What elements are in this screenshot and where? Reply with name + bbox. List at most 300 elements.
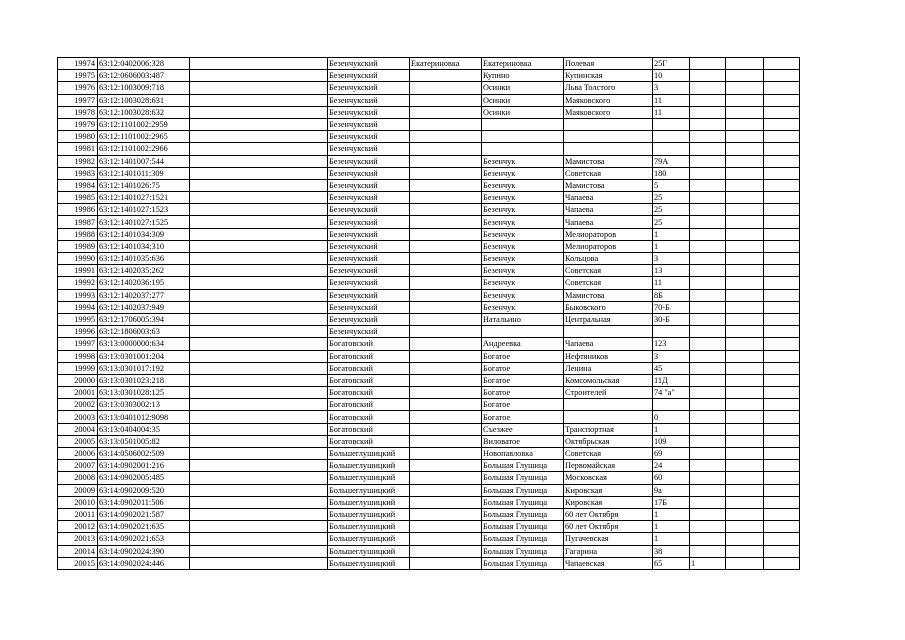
cell-row-number: 20001 xyxy=(58,387,98,399)
cell-extra-column-2 xyxy=(726,265,764,277)
cell-extra-column-2 xyxy=(726,362,764,374)
cell-locality: Екатериновка xyxy=(410,58,482,70)
cell-locality xyxy=(410,533,482,545)
cell-blank-column xyxy=(190,448,328,460)
cell-extra-column-3 xyxy=(764,326,800,338)
cell-settlement: Виловатое xyxy=(482,435,564,447)
cell-settlement: Безенчук xyxy=(482,179,564,191)
cell-district: Богатовский xyxy=(328,362,410,374)
cell-extra-column-1 xyxy=(690,496,726,508)
cell-extra-column-3 xyxy=(764,301,800,313)
cell-extra-column-1 xyxy=(690,240,726,252)
cell-locality xyxy=(410,362,482,374)
cell-cadastral-number: 63:12:0606003:487 xyxy=(98,70,190,82)
cell-cadastral-number: 63:14:0902009:520 xyxy=(98,484,190,496)
cell-blank-column xyxy=(190,58,328,70)
cell-blank-column xyxy=(190,313,328,325)
cell-row-number: 19981 xyxy=(58,143,98,155)
cell-street xyxy=(564,118,653,130)
cell-locality xyxy=(410,521,482,533)
cell-blank-column xyxy=(190,240,328,252)
cell-extra-column-3 xyxy=(764,545,800,557)
cell-row-number: 20010 xyxy=(58,496,98,508)
cell-extra-column-2 xyxy=(726,204,764,216)
cell-extra-column-1 xyxy=(690,131,726,143)
cell-cadastral-number: 63:12:1401034:309 xyxy=(98,228,190,240)
cell-settlement: Безенчук xyxy=(482,277,564,289)
cell-street: Полевая xyxy=(564,58,653,70)
cell-extra-column-2 xyxy=(726,192,764,204)
cell-extra-column-1 xyxy=(690,58,726,70)
table-row xyxy=(58,496,800,508)
cell-row-number: 19995 xyxy=(58,313,98,325)
cell-extra-column-1 xyxy=(690,155,726,167)
cell-extra-column-2 xyxy=(726,326,764,338)
cell-extra-column-2 xyxy=(726,179,764,191)
cell-street: Первомайская xyxy=(564,460,653,472)
cell-blank-column xyxy=(190,167,328,179)
table-row xyxy=(58,192,800,204)
table-row xyxy=(58,240,800,252)
cell-locality xyxy=(410,228,482,240)
cell-row-number: 20015 xyxy=(58,557,98,569)
cell-settlement: Большая Глушица xyxy=(482,460,564,472)
cell-row-number: 19993 xyxy=(58,289,98,301)
cell-house-number: 1 xyxy=(653,228,690,240)
cell-house-number: 25 xyxy=(653,216,690,228)
cell-row-number: 19999 xyxy=(58,362,98,374)
table-row xyxy=(58,204,800,216)
cell-cadastral-number: 63:13:0000000:634 xyxy=(98,338,190,350)
cell-extra-column-1 xyxy=(690,313,726,325)
cell-district: Безенчукский xyxy=(328,313,410,325)
cell-settlement: Безенчук xyxy=(482,216,564,228)
cell-extra-column-3 xyxy=(764,557,800,569)
cell-row-number: 19980 xyxy=(58,131,98,143)
cell-street xyxy=(564,411,653,423)
cell-extra-column-3 xyxy=(764,289,800,301)
table-row xyxy=(58,143,800,155)
cell-extra-column-3 xyxy=(764,521,800,533)
table-row xyxy=(58,472,800,484)
cell-extra-column-2 xyxy=(726,399,764,411)
cell-street: Чапаева xyxy=(564,216,653,228)
cell-extra-column-2 xyxy=(726,143,764,155)
cell-extra-column-3 xyxy=(764,94,800,106)
cell-street xyxy=(564,143,653,155)
cell-extra-column-2 xyxy=(726,448,764,460)
cell-extra-column-1 xyxy=(690,82,726,94)
table-row xyxy=(58,521,800,533)
cell-extra-column-1 xyxy=(690,521,726,533)
table-row xyxy=(58,411,800,423)
cell-locality xyxy=(410,179,482,191)
cell-extra-column-1 xyxy=(690,118,726,130)
cell-blank-column xyxy=(190,228,328,240)
cell-extra-column-3 xyxy=(764,387,800,399)
cell-house-number: 11 xyxy=(653,277,690,289)
cell-house-number: 11 xyxy=(653,106,690,118)
cell-row-number: 20004 xyxy=(58,423,98,435)
cell-house-number xyxy=(653,131,690,143)
cell-extra-column-3 xyxy=(764,313,800,325)
cell-cadastral-number: 63:12:1402036:195 xyxy=(98,277,190,289)
table-row xyxy=(58,533,800,545)
cell-extra-column-3 xyxy=(764,70,800,82)
cell-street: Транспортная xyxy=(564,423,653,435)
cell-house-number xyxy=(653,399,690,411)
cell-cadastral-number: 63:14:0506002:509 xyxy=(98,448,190,460)
cell-settlement: Купино xyxy=(482,70,564,82)
cell-settlement: Большая Глушица xyxy=(482,521,564,533)
cell-district: Безенчукский xyxy=(328,70,410,82)
cell-settlement: Безенчук xyxy=(482,192,564,204)
cell-street: Мамистова xyxy=(564,289,653,301)
cell-extra-column-1 xyxy=(690,338,726,350)
cell-cadastral-number: 63:13:0301023:218 xyxy=(98,374,190,386)
cell-blank-column xyxy=(190,192,328,204)
cell-cadastral-number: 63:13:0501005:82 xyxy=(98,435,190,447)
cell-district: Безенчукский xyxy=(328,167,410,179)
cell-cadastral-number: 63:12:1101002:2959 xyxy=(98,118,190,130)
cell-settlement: Большая Глушица xyxy=(482,557,564,569)
cell-locality xyxy=(410,155,482,167)
cell-settlement: Безенчук xyxy=(482,228,564,240)
table-row xyxy=(58,326,800,338)
table-row xyxy=(58,423,800,435)
cell-district: Безенчукский xyxy=(328,228,410,240)
cell-locality xyxy=(410,216,482,228)
table-row xyxy=(58,387,800,399)
table-row xyxy=(58,216,800,228)
cell-extra-column-3 xyxy=(764,423,800,435)
cell-settlement: Большая Глушица xyxy=(482,533,564,545)
table-row xyxy=(58,58,800,70)
cell-extra-column-1 xyxy=(690,216,726,228)
cell-cadastral-number: 63:12:1402037:277 xyxy=(98,289,190,301)
cell-extra-column-2 xyxy=(726,277,764,289)
cell-extra-column-3 xyxy=(764,143,800,155)
cell-extra-column-2 xyxy=(726,301,764,313)
cell-extra-column-2 xyxy=(726,313,764,325)
cell-house-number: 17Б xyxy=(653,496,690,508)
cell-extra-column-2 xyxy=(726,58,764,70)
cell-cadastral-number: 63:12:1402035:262 xyxy=(98,265,190,277)
cell-street: Купинская xyxy=(564,70,653,82)
cell-district: Большеглушицкий xyxy=(328,508,410,520)
cell-district: Большеглушицкий xyxy=(328,460,410,472)
cell-cadastral-number: 63:14:0902021:587 xyxy=(98,508,190,520)
cell-row-number: 19975 xyxy=(58,70,98,82)
cell-locality xyxy=(410,460,482,472)
cell-blank-column xyxy=(190,484,328,496)
cell-extra-column-2 xyxy=(726,216,764,228)
cell-locality xyxy=(410,118,482,130)
cell-locality xyxy=(410,435,482,447)
cell-extra-column-3 xyxy=(764,192,800,204)
cell-locality xyxy=(410,131,482,143)
cell-district: Безенчукский xyxy=(328,179,410,191)
cell-extra-column-2 xyxy=(726,253,764,265)
cell-extra-column-3 xyxy=(764,179,800,191)
cell-cadastral-number: 63:12:1101002:2966 xyxy=(98,143,190,155)
cell-house-number: 9а xyxy=(653,484,690,496)
cell-district: Безенчукский xyxy=(328,192,410,204)
cell-blank-column xyxy=(190,204,328,216)
cell-cadastral-number: 63:12:1003009:718 xyxy=(98,82,190,94)
cell-blank-column xyxy=(190,70,328,82)
cell-street: Октябрьская xyxy=(564,435,653,447)
cell-row-number: 20009 xyxy=(58,484,98,496)
cell-street: Советская xyxy=(564,265,653,277)
table-row xyxy=(58,155,800,167)
cell-street: Маяковского xyxy=(564,94,653,106)
cell-settlement: Безенчук xyxy=(482,204,564,216)
cell-extra-column-2 xyxy=(726,228,764,240)
cell-house-number xyxy=(653,326,690,338)
registry-table-body xyxy=(58,58,800,570)
table-row xyxy=(58,460,800,472)
cell-extra-column-2 xyxy=(726,533,764,545)
cell-extra-column-3 xyxy=(764,216,800,228)
cell-extra-column-3 xyxy=(764,58,800,70)
cell-extra-column-3 xyxy=(764,204,800,216)
cell-cadastral-number: 63:12:1401007:544 xyxy=(98,155,190,167)
cell-extra-column-1 xyxy=(690,460,726,472)
cell-blank-column xyxy=(190,131,328,143)
cell-house-number: 1 xyxy=(653,240,690,252)
cell-locality xyxy=(410,326,482,338)
cell-settlement: Андреевка xyxy=(482,338,564,350)
cell-street: Московская xyxy=(564,472,653,484)
cell-row-number: 20003 xyxy=(58,411,98,423)
cell-blank-column xyxy=(190,301,328,313)
cell-house-number xyxy=(653,118,690,130)
cell-extra-column-1 xyxy=(690,508,726,520)
cell-street: Гагарина xyxy=(564,545,653,557)
cell-extra-column-2 xyxy=(726,484,764,496)
cell-cadastral-number: 63:13:0301017:192 xyxy=(98,362,190,374)
cell-extra-column-1 xyxy=(690,70,726,82)
cell-house-number: 1 xyxy=(653,423,690,435)
cell-blank-column xyxy=(190,253,328,265)
cell-locality xyxy=(410,204,482,216)
table-row xyxy=(58,350,800,362)
cell-locality xyxy=(410,70,482,82)
cell-cadastral-number: 63:12:1401026:75 xyxy=(98,179,190,191)
cell-extra-column-1 xyxy=(690,167,726,179)
cell-district: Богатовский xyxy=(328,338,410,350)
cell-settlement: Большая Глушица xyxy=(482,496,564,508)
cell-extra-column-2 xyxy=(726,521,764,533)
cell-row-number: 19978 xyxy=(58,106,98,118)
cell-district: Безенчукский xyxy=(328,143,410,155)
cell-house-number: 0 xyxy=(653,411,690,423)
cell-row-number: 20008 xyxy=(58,472,98,484)
cell-district: Богатовский xyxy=(328,411,410,423)
cell-extra-column-2 xyxy=(726,118,764,130)
cell-district: Безенчукский xyxy=(328,155,410,167)
cell-house-number: 11Д xyxy=(653,374,690,386)
cell-extra-column-1 xyxy=(690,94,726,106)
cell-extra-column-1 xyxy=(690,143,726,155)
cell-district: Безенчукский xyxy=(328,240,410,252)
cell-extra-column-1 xyxy=(690,277,726,289)
cell-settlement: Богатое xyxy=(482,399,564,411)
cell-row-number: 19994 xyxy=(58,301,98,313)
cell-locality xyxy=(410,192,482,204)
cell-house-number: 25Г xyxy=(653,58,690,70)
table-row xyxy=(58,106,800,118)
cell-blank-column xyxy=(190,399,328,411)
table-row xyxy=(58,265,800,277)
cell-locality xyxy=(410,423,482,435)
cell-blank-column xyxy=(190,179,328,191)
cell-blank-column xyxy=(190,289,328,301)
cell-extra-column-1 xyxy=(690,106,726,118)
cell-cadastral-number: 63:12:1401034:310 xyxy=(98,240,190,252)
cell-extra-column-1 xyxy=(690,204,726,216)
cell-extra-column-3 xyxy=(764,484,800,496)
table-row xyxy=(58,179,800,191)
cell-district: Большеглушицкий xyxy=(328,484,410,496)
cell-settlement: Безенчук xyxy=(482,289,564,301)
table-row xyxy=(58,167,800,179)
cell-district: Безенчукский xyxy=(328,106,410,118)
cell-row-number: 19988 xyxy=(58,228,98,240)
cell-district: Безенчукский xyxy=(328,58,410,70)
cell-locality xyxy=(410,240,482,252)
cell-district: Большеглушицкий xyxy=(328,472,410,484)
cell-locality xyxy=(410,301,482,313)
cell-blank-column xyxy=(190,94,328,106)
cell-extra-column-2 xyxy=(726,545,764,557)
cell-extra-column-2 xyxy=(726,496,764,508)
cell-locality xyxy=(410,350,482,362)
cell-extra-column-1 xyxy=(690,374,726,386)
cell-street: Чапаева xyxy=(564,338,653,350)
cell-blank-column xyxy=(190,265,328,277)
cell-extra-column-2 xyxy=(726,460,764,472)
cell-district: Безенчукский xyxy=(328,131,410,143)
cell-cadastral-number: 63:14:0902024:390 xyxy=(98,545,190,557)
cell-settlement: Богатое xyxy=(482,362,564,374)
cell-extra-column-3 xyxy=(764,118,800,130)
cell-cadastral-number: 63:12:1402037:949 xyxy=(98,301,190,313)
cell-house-number: 74 "а" xyxy=(653,387,690,399)
cell-extra-column-1 xyxy=(690,179,726,191)
cell-row-number: 20012 xyxy=(58,521,98,533)
cell-extra-column-2 xyxy=(726,435,764,447)
cell-extra-column-1 xyxy=(690,350,726,362)
cell-house-number: 11 xyxy=(653,94,690,106)
cell-house-number: 30-Б xyxy=(653,313,690,325)
cell-extra-column-2 xyxy=(726,557,764,569)
cell-extra-column-1 xyxy=(690,545,726,557)
cell-locality xyxy=(410,545,482,557)
cell-extra-column-3 xyxy=(764,533,800,545)
table-row xyxy=(58,82,800,94)
cell-extra-column-3 xyxy=(764,131,800,143)
table-row xyxy=(58,362,800,374)
cell-district: Безенчукский xyxy=(328,289,410,301)
cell-settlement: Съезжее xyxy=(482,423,564,435)
cell-extra-column-3 xyxy=(764,411,800,423)
cell-cadastral-number: 63:12:1003028:631 xyxy=(98,94,190,106)
cell-settlement xyxy=(482,143,564,155)
cell-row-number: 20002 xyxy=(58,399,98,411)
cell-extra-column-3 xyxy=(764,362,800,374)
cell-row-number: 19987 xyxy=(58,216,98,228)
cell-cadastral-number: 63:14:0902024:446 xyxy=(98,557,190,569)
cell-cadastral-number: 63:14:0902021:653 xyxy=(98,533,190,545)
cell-district: Безенчукский xyxy=(328,82,410,94)
cell-blank-column xyxy=(190,533,328,545)
cell-district: Большеглушицкий xyxy=(328,496,410,508)
cell-district: Богатовский xyxy=(328,435,410,447)
cell-street xyxy=(564,399,653,411)
cell-cadastral-number: 63:13:0404004:35 xyxy=(98,423,190,435)
cell-extra-column-3 xyxy=(764,106,800,118)
cell-row-number: 20006 xyxy=(58,448,98,460)
table-row xyxy=(58,435,800,447)
cell-extra-column-2 xyxy=(726,70,764,82)
cell-extra-column-1 xyxy=(690,253,726,265)
table-row xyxy=(58,448,800,460)
cell-extra-column-2 xyxy=(726,423,764,435)
cell-extra-column-1 xyxy=(690,472,726,484)
cell-street: Центральная xyxy=(564,313,653,325)
cell-extra-column-1 xyxy=(690,484,726,496)
cell-street: Чапаевская xyxy=(564,557,653,569)
cell-blank-column xyxy=(190,118,328,130)
cell-locality xyxy=(410,508,482,520)
cell-extra-column-2 xyxy=(726,167,764,179)
cell-house-number: 45 xyxy=(653,362,690,374)
table-row xyxy=(58,277,800,289)
cell-extra-column-3 xyxy=(764,496,800,508)
cell-row-number: 19986 xyxy=(58,204,98,216)
cell-settlement: Осинки xyxy=(482,82,564,94)
cell-settlement: Безенчук xyxy=(482,155,564,167)
cell-house-number: 3 xyxy=(653,350,690,362)
cell-blank-column xyxy=(190,460,328,472)
cell-street: Кольцова xyxy=(564,253,653,265)
cell-settlement: Большая Глушица xyxy=(482,472,564,484)
cell-row-number: 19977 xyxy=(58,94,98,106)
cell-locality xyxy=(410,253,482,265)
cell-locality xyxy=(410,399,482,411)
cell-locality xyxy=(410,411,482,423)
cell-cadastral-number: 63:13:0303002:13 xyxy=(98,399,190,411)
cell-extra-column-2 xyxy=(726,374,764,386)
table-row xyxy=(58,313,800,325)
cell-street: Мелиораторов xyxy=(564,240,653,252)
cell-extra-column-3 xyxy=(764,338,800,350)
cell-district: Безенчукский xyxy=(328,94,410,106)
cell-cadastral-number: 63:12:0402006:328 xyxy=(98,58,190,70)
cell-street: Кировская xyxy=(564,496,653,508)
cell-district: Большеглушицкий xyxy=(328,545,410,557)
cell-house-number: 3 xyxy=(653,253,690,265)
cell-cadastral-number: 63:14:0902005:485 xyxy=(98,472,190,484)
cell-district: Безенчукский xyxy=(328,204,410,216)
cell-district: Безенчукский xyxy=(328,301,410,313)
cell-settlement: Большая Глушица xyxy=(482,508,564,520)
cell-extra-column-3 xyxy=(764,435,800,447)
cell-street: Советская xyxy=(564,167,653,179)
cell-cadastral-number: 63:12:1003028:632 xyxy=(98,106,190,118)
